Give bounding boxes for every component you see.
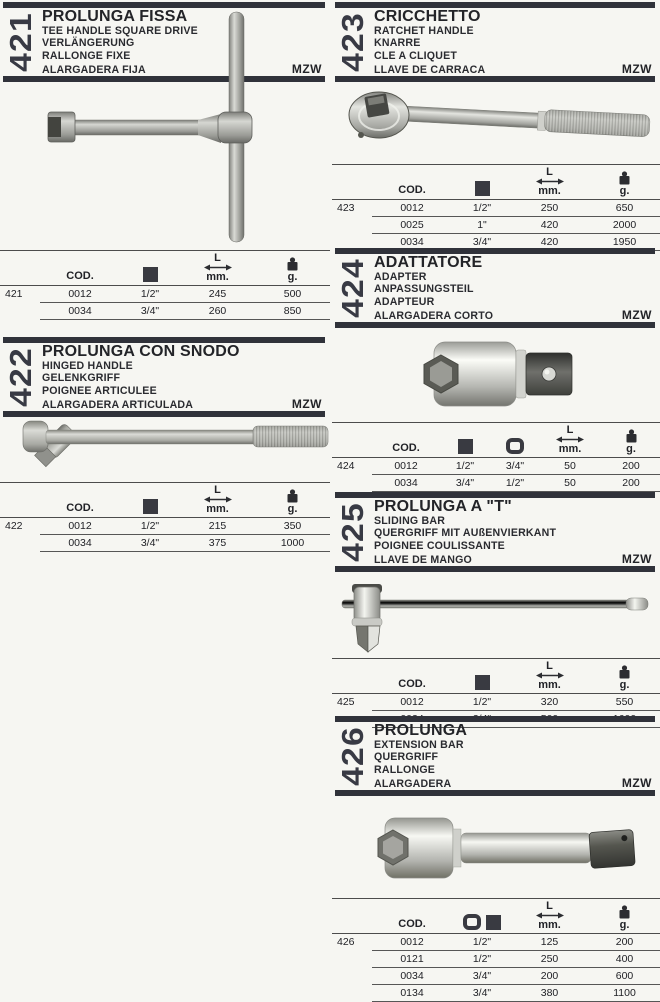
spec-table [332,164,660,251]
right-column [332,0,658,999]
row-label [0,535,40,552]
section-number: 423 [334,12,369,72]
spec-table [0,482,330,552]
brand-mark: MZW [621,775,652,790]
row-label: 424 [337,460,355,473]
spec-cell: 125 [512,934,587,951]
section-subtitle: RALLONGE FIXE [42,49,131,62]
spec-table [332,898,660,1002]
section-subtitle: SLIDING BAR [374,514,446,527]
spec-cell: 1950 [587,234,660,251]
product-photo-tee-handle-square-drive [0,82,328,248]
spec-cell: 420 [512,217,587,234]
spec-cell: 3/4" [452,234,512,251]
spec-cell: 50 [540,475,600,492]
section-subtitle: LLAVE DE CARRACA [374,63,486,76]
spec-cell: 400 [587,951,660,968]
spec-cell: 0012 [372,200,452,217]
col-header-weight [255,251,330,286]
spec-cell: 3/4" [120,303,180,320]
spec-cell: 3/4" [120,535,180,552]
col-header-weight [255,483,330,518]
spec-cell: 1100 [587,985,660,1002]
product-photo-hinged-handle [0,417,328,480]
square-drive-icon [486,915,501,930]
table-header-row [332,899,660,934]
row-label: 421 [5,288,23,301]
section-subtitle: ANPASSUNGSTEIL [374,283,474,296]
weight-unit: g. [619,185,630,197]
table-row [0,535,330,552]
table-row [332,951,660,968]
weight-icon [286,489,299,503]
row-label: 423 [337,202,355,215]
weight-unit: g. [619,679,630,691]
col-header-length [512,899,587,934]
spec-cell: 200 [587,934,660,951]
brand-mark: MZW [621,551,652,566]
spec-cell: 500 [255,286,330,303]
weight-unit: g. [626,443,636,455]
spec-cell: 850 [255,303,330,320]
length-arrow-icon [536,672,564,679]
spec-cell: 320 [512,694,587,711]
spec-cell: 200 [600,458,660,475]
section-subtitle: ALARGADERA ARTICULADA [42,398,194,411]
section-subtitle: LLAVE DE MANGO [374,553,472,566]
table-row [0,286,330,303]
row-label [332,985,372,1002]
section-422 [0,337,328,552]
spec-cell: 250 [512,951,587,968]
col-header-weight [587,165,660,200]
square-drive-icon [458,439,473,454]
spec-cell: 1/2" [490,475,540,492]
col-header-square-drive [120,483,180,518]
brand-mark: MZW [621,307,652,322]
row-label: 426 [337,936,355,949]
section-subtitle: ALARGADERA FIJA [42,63,146,76]
section-subtitle: EXTENSION BAR [374,738,464,751]
weight-icon [286,257,299,271]
section-title: PROLUNGA CON SNODO [42,342,240,360]
product-photo-socket-adapter [332,328,658,420]
spec-cell: 0012 [372,934,452,951]
section-title: PROLUNGA A "T" [374,497,512,515]
section-426 [332,716,658,1002]
spec-cell: 0134 [372,985,452,1002]
spec-cell: 650 [587,200,660,217]
section-subtitle: RALLONGE [374,763,436,776]
section-number: 424 [334,258,369,318]
col-header-square-drive [452,165,512,200]
spec-cell: 1/2" [452,934,512,951]
table-header-row [332,423,660,458]
length-unit: mm. [538,919,561,931]
length-label: L [214,484,221,496]
weight-icon [618,665,631,679]
row-label-header [332,659,372,694]
section-title: ADATTATORE [374,253,483,271]
length-unit: mm. [538,679,561,691]
col-header-square-drive [120,251,180,286]
length-arrow-icon [536,178,564,185]
spec-cell: 0034 [40,535,120,552]
col-header-cod: COD. [40,483,120,518]
spec-cell: 0034 [40,303,120,320]
row-label [332,217,372,234]
col-header-square-drive [452,659,512,694]
row-label-header [332,899,372,934]
spec-cell: 3/4" [440,475,490,492]
row-label [332,475,372,492]
table-row [332,694,660,711]
square-drive-icon [143,499,158,514]
spec-cell: 1/2" [452,694,512,711]
spec-cell: 0025 [372,217,452,234]
col-header-weight [600,423,660,458]
spec-cell: 1" [452,217,512,234]
length-unit: mm. [206,503,229,515]
table-row [332,200,660,217]
section-subtitle: QUERGRIFF MIT AUßENVIERKANT [374,527,557,540]
table-row [332,985,660,1002]
table-header-row [332,165,660,200]
row-label [332,968,372,985]
col-header-square-drive [440,423,490,458]
length-arrow-icon [556,436,584,443]
section-subtitle: TEE HANDLE SQUARE DRIVE [42,24,198,37]
section-subtitle: HINGED HANDLE [42,359,133,372]
length-unit: mm. [558,443,582,455]
spec-cell: 1/2" [120,518,180,535]
row-label-header [332,423,372,458]
weight-icon [618,905,631,919]
length-unit: mm. [206,271,229,283]
col-header-length [180,483,255,518]
product-photo-sliding-t-bar [332,572,658,656]
row-label: 422 [5,520,23,533]
table-row [332,458,660,475]
spec-cell: 2000 [587,217,660,234]
spec-cell: 200 [600,475,660,492]
col-header-weight [587,899,660,934]
section-subtitle: GELENKGRIFF [42,372,121,385]
spec-cell: 1/2" [452,200,512,217]
brand-mark: MZW [291,61,322,76]
product-photo-ratchet-handle [332,82,658,162]
section-subtitle: CLE A CLIQUET [374,49,458,62]
table-row [332,968,660,985]
spec-cell: 0012 [40,286,120,303]
section-title: PROLUNGA [374,721,468,739]
section-425 [332,492,658,728]
spec-cell: 550 [587,694,660,711]
spec-cell: 1/2" [120,286,180,303]
spec-cell: 350 [255,518,330,535]
col-header-length [540,423,600,458]
spec-cell: 3/4" [452,968,512,985]
section-number: 425 [334,502,369,562]
section-subtitle: QUERGRIFF [374,751,439,764]
section-title: PROLUNGA FISSA [42,7,188,25]
col-header-length [512,659,587,694]
table-header-row [332,659,660,694]
row-label [0,303,40,320]
weight-unit: g. [287,271,298,283]
spec-cell: 245 [180,286,255,303]
table-header-row [0,251,330,286]
col-header-length [512,165,587,200]
section-subtitle: RATCHET HANDLE [374,24,474,37]
length-label: L [546,900,553,912]
col-header-cod: COD. [372,659,452,694]
section-number: 426 [334,726,369,786]
product-photo-extension-bar [332,796,658,896]
spec-cell: 0034 [372,475,440,492]
weight-icon [618,171,631,185]
section-number: 422 [2,347,37,407]
spec-cell: 0034 [372,968,452,985]
spec-cell: 0121 [372,951,452,968]
spec-cell: 260 [180,303,255,320]
table-row [332,934,660,951]
section-title: CRICCHETTO [374,7,481,25]
col-header-length [180,251,255,286]
spec-cell: 3/4" [490,458,540,475]
spec-cell: 375 [180,535,255,552]
spec-cell: 3/4" [452,985,512,1002]
spec-table [332,422,660,492]
length-label: L [546,166,553,178]
spec-cell: 0012 [40,518,120,535]
row-label: 425 [337,696,355,709]
table-row [332,217,660,234]
spec-cell: 250 [512,200,587,217]
section-subtitle: ADAPTEUR [374,295,435,308]
spec-cell: 1000 [255,535,330,552]
col-header-cod: COD. [372,899,452,934]
table-header-row [0,483,330,518]
female-drive-icon [463,914,481,930]
spec-cell: 0034 [372,234,452,251]
section-number: 421 [2,12,37,72]
col-header-weight [587,659,660,694]
col-header-combo-drive [452,899,512,934]
spec-cell: 420 [512,234,587,251]
col-header-cod: COD. [372,165,452,200]
spec-cell: 1/2" [440,458,490,475]
spec-cell: 200 [512,968,587,985]
spec-cell: 380 [512,985,587,1002]
weight-unit: g. [619,919,630,931]
square-drive-icon [475,181,490,196]
row-label-header [332,165,372,200]
section-423 [332,2,658,251]
length-label: L [214,252,221,264]
length-arrow-icon [204,496,232,503]
row-label-header [0,251,40,286]
weight-icon [625,429,638,443]
section-subtitle: KNARRE [374,37,421,50]
table-row [332,475,660,492]
spec-cell: 600 [587,968,660,985]
section-subtitle: ALARGADERA [374,777,452,790]
length-label: L [566,424,574,436]
section-421 [0,2,328,320]
square-drive-icon [143,267,158,282]
section-subtitle: VERLÄNGERUNG [42,37,135,50]
table-row [0,518,330,535]
square-drive-icon [475,675,490,690]
spec-cell: 0012 [372,458,440,475]
left-column [0,0,328,995]
row-label [332,951,372,968]
section-424 [332,248,658,492]
section-subtitle: ALARGADERA CORTO [374,309,494,322]
col-header-cod: COD. [372,423,440,458]
section-subtitle: ADAPTER [374,270,427,283]
brand-mark: MZW [621,61,652,76]
spec-cell: 1/2" [452,951,512,968]
weight-unit: g. [287,503,298,515]
spec-cell: 215 [180,518,255,535]
col-header-female-drive [490,423,540,458]
section-subtitle: POIGNEE ARTICULEE [42,384,157,397]
length-label: L [546,660,553,672]
row-label-header [0,483,40,518]
spec-table [0,250,330,320]
spec-cell: 0012 [372,694,452,711]
spec-cell: 50 [540,458,600,475]
length-unit: mm. [538,185,561,197]
brand-mark: MZW [291,396,322,411]
col-header-cod: COD. [40,251,120,286]
table-row [0,303,330,320]
section-subtitle: POIGNEE COULISSANTE [374,539,505,552]
length-arrow-icon [204,264,232,271]
female-drive-icon [506,438,524,454]
length-arrow-icon [536,912,564,919]
